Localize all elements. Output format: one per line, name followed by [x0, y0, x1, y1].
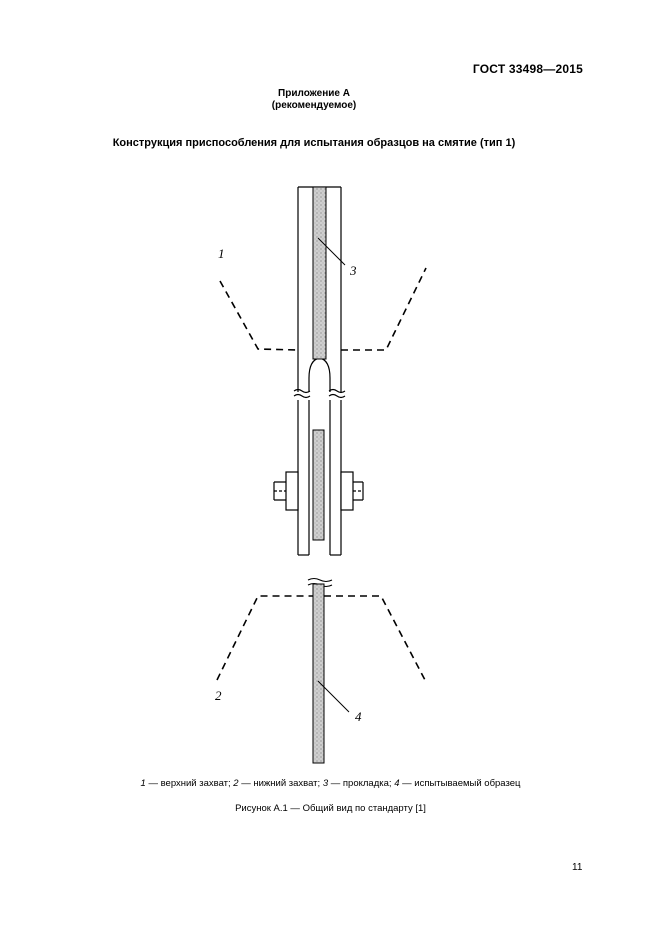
legend-item-2: 2 — нижний захват; [233, 778, 323, 789]
specimen-upper [313, 430, 324, 540]
callout-2: 2 [215, 688, 222, 703]
legend-item-4: 4 — испытываемый образец [394, 778, 521, 789]
specimen-lower [313, 584, 324, 763]
figure-heading: Конструкция приспособления для испытания образцов на смятие (тип 1) [112, 137, 516, 149]
page-number: 11 [572, 862, 583, 873]
legend-item-1: 1 — верхний захват; [140, 778, 234, 789]
callout-1: 1 [218, 246, 225, 261]
callout-3: 3 [350, 263, 357, 278]
annex-status: (рекомендуемое) [271, 100, 357, 111]
figure-legend [0, 778, 661, 789]
annex-title: Приложение А [278, 88, 350, 99]
legend-item-3: 3 — прокладка; [322, 778, 395, 789]
upper-spacer [313, 187, 326, 359]
callout-4: 4 [355, 709, 362, 724]
figure-caption: Рисунок А.1 — Общий вид по стандарту [1] [235, 803, 426, 814]
standard-number: ГОСТ 33498—2015 [472, 62, 583, 76]
